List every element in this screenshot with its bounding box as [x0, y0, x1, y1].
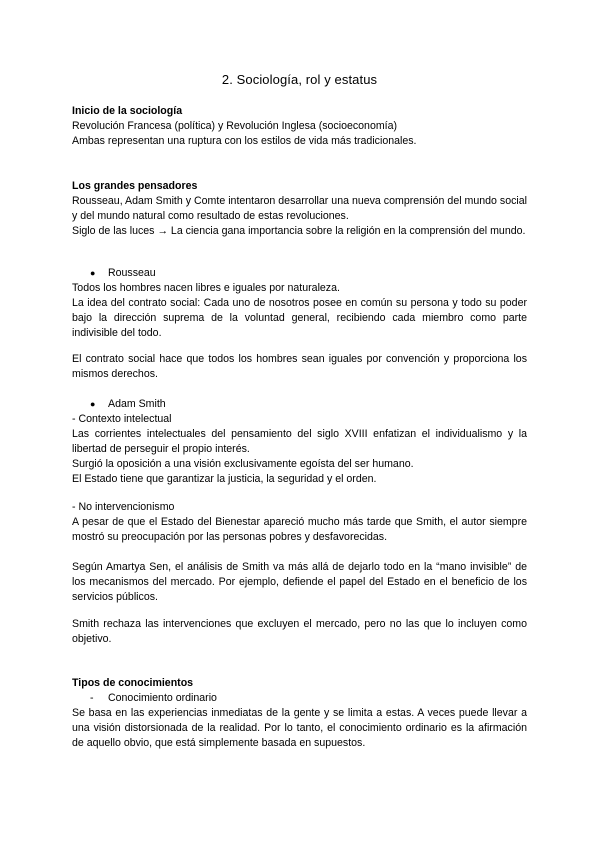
section-heading-inicio: Inicio de la sociología	[72, 105, 183, 117]
smith-paragraph-3: Según Amartya Sen, el análisis de Smith va más allá de dejarlo todo en la “mano invisible” de los mecanismos del mercado. Por ejemplo, defiende el papel del Estado en el beneficio de los servicios públicos.	[72, 561, 527, 603]
section-rousseau	[72, 266, 527, 341]
bullet-label-rousseau: Rousseau	[108, 267, 156, 279]
smith-paragraph-2: A pesar de que el Estado del Bienestar apareció mucho más tarde que Smith, el autor siempre mostró su preocupación por las personas pobres y desfavorecidas.	[72, 516, 527, 543]
section-heading-pensadores: Los grandes pensadores	[72, 180, 198, 192]
section-smith	[72, 397, 527, 487]
bullet-dot-icon: ●	[90, 268, 96, 278]
section-no-intervencionismo	[72, 500, 527, 545]
pensadores-paragraph-2: Siglo de las luces → La ciencia gana importancia sobre la religión en la comprensión del mundo.	[72, 225, 526, 237]
pensadores-paragraph-1: Rousseau, Adam Smith y Comte intentaron desarrollar una nueva comprensión del mundo social y del mundo natural como resultado de estas revoluciones.	[72, 195, 527, 222]
section-tipos	[72, 676, 527, 751]
smith-line-3: El Estado tiene que garantizar la justicia, la seguridad y el orden.	[72, 473, 377, 485]
bullet-conocimiento-ordinario	[72, 691, 527, 706]
rousseau-paragraph-2: El contrato social hace que todos los hombres sean iguales por convención y proporciona los mismos derechos.	[72, 353, 527, 380]
section-pensadores	[72, 179, 527, 239]
dash-bullet-icon: -	[90, 692, 94, 704]
smith-line-2: Surgió la oposición a una visión exclusivamente egoísta del ser humano.	[72, 458, 414, 470]
rousseau-paragraph-1: La idea del contrato social: Cada uno de nosotros posee en común su persona y todo su poder bajo la dirección suprema de la voluntad general, recibiendo cada miembro como parte indivisible del todo.	[72, 297, 527, 339]
tipos-paragraph-1: Se basa en las experiencias inmediatas de la gente y se limita a estas. A veces puede llevar a una visión distorsionada de la realidad. Por lo tanto, el conocimiento ordinario es la afirmación de aquello obvio, que está simplemente basada en supuestos.	[72, 707, 527, 749]
bullet-rousseau	[72, 266, 527, 281]
rousseau-line-1: Todos los hombres nacen libres e iguales por naturaleza.	[72, 282, 340, 294]
section-heading-tipos: Tipos de conocimientos	[72, 677, 194, 689]
smith-subheading-contexto: - Contexto intelectual	[72, 413, 172, 425]
inicio-line-1: Revolución Francesa (política) y Revolución Inglesa (socioeconomía)	[72, 120, 398, 132]
bullet-label-adam-smith: Adam Smith	[108, 398, 166, 410]
bullet-adam-smith	[72, 397, 527, 412]
page-title: 2. Sociología, rol y estatus	[221, 72, 378, 87]
section-inicio	[72, 104, 527, 149]
smith-paragraph-4: Smith rechaza las intervenciones que excluyen el mercado, pero no las que lo incluyen como objetivo.	[72, 618, 527, 645]
inicio-line-2: Ambas representan una ruptura con los estilos de vida más tradicionales.	[72, 135, 417, 147]
bullet-dot-icon: ●	[90, 399, 96, 409]
smith-paragraph-1: Las corrientes intelectuales del pensamiento del siglo XVIII enfatizan el individualismo y la libertad de perseguir el propio interés.	[72, 428, 527, 455]
bullet-label-conocimiento-ordinario: Conocimiento ordinario	[108, 692, 217, 704]
smith-subheading-no-intervencionismo: - No intervencionismo	[72, 501, 175, 513]
